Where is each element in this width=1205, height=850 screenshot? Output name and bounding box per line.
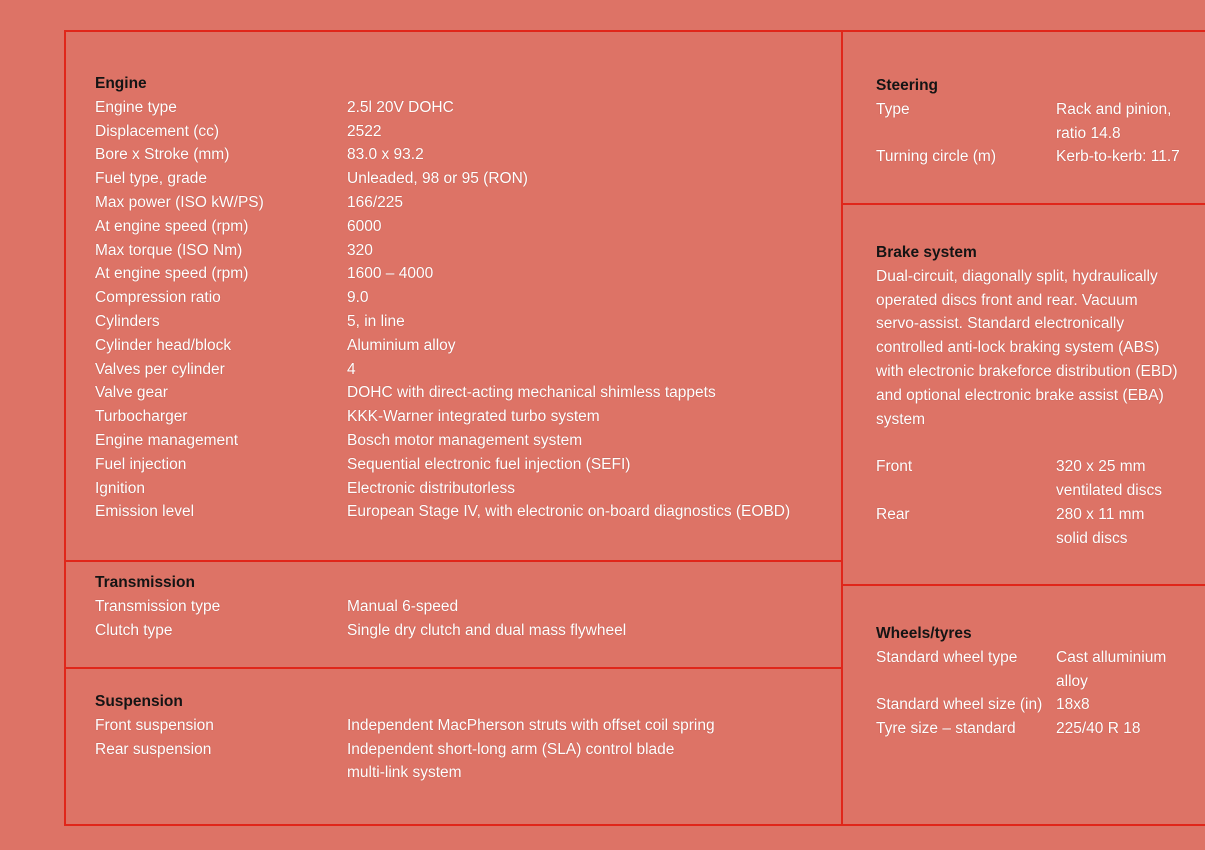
spec-value: 1600 – 4000 [347,265,434,283]
spec-label: Type [876,100,910,118]
suspension-section [95,690,715,785]
spec-value: 9.0 [347,289,369,307]
spec-label: Rear suspension [95,740,212,758]
column-divider [841,30,843,826]
brake-divider [841,584,1205,586]
wheels-heading: Wheels/tyres [876,625,972,642]
spec-label: At engine speed (rpm) [95,265,249,283]
spec-label: Rear [876,505,910,523]
brake-section [876,241,1178,551]
spec-value: Independent short-long arm (SLA) control blade [347,740,675,758]
steering-heading: Steering [876,77,939,94]
spec-row-front-suspension [95,714,715,738]
spec-value: 18x8 [1056,696,1090,714]
spec-value: multi-link system [347,764,462,782]
spec-row [95,381,790,405]
spec-value: Electronic distributorless [347,479,515,497]
spec-value: 83.0 x 93.2 [347,146,424,164]
brake-description-line: system [876,410,926,428]
engine-rows [95,96,790,524]
spec-value: European Stage IV, with electronic on-board diagnostics (EOBD) [347,503,791,521]
spec-row [95,500,790,524]
spec-label: Valve gear [95,384,168,402]
spec-label: Bore x Stroke (mm) [95,146,230,164]
spec-value: 4 [347,360,356,378]
spec-row-brake-front-cont [876,479,1178,503]
transmission-divider [64,667,843,669]
spec-label: Standard wheel type [876,648,1018,666]
engine-divider [64,560,843,562]
spec-row-rear-suspension-cont [95,761,715,785]
spec-row [95,239,790,263]
spec-row [95,358,790,382]
spec-value: KKK-Warner integrated turbo system [347,408,600,426]
spec-value: solid discs [1056,529,1128,547]
spec-value: ventilated discs [1056,482,1162,500]
spec-label: At engine speed (rpm) [95,217,249,235]
spec-row [95,143,790,167]
spec-row-steering-type-cont [876,122,1180,146]
spec-row [95,477,790,501]
spec-value: 320 [347,241,373,259]
spec-row [95,453,790,477]
spec-label: Cylinders [95,312,160,330]
spec-row [95,120,790,144]
transmission-heading: Transmission [95,574,195,591]
spec-value: Manual 6-speed [347,597,459,615]
spec-label: Fuel type, grade [95,170,208,188]
wheels-section [876,622,1166,741]
spec-value: Bosch motor management system [347,431,583,449]
spec-row [95,167,790,191]
spec-row [95,405,790,429]
spec-label: Clutch type [95,621,173,639]
transmission-rows [95,595,626,643]
steering-section [876,74,1180,169]
spec-value: 320 x 25 mm [1056,458,1146,476]
spec-value: Single dry clutch and dual mass flywheel [347,621,627,639]
spec-value: Cast alluminium [1056,648,1167,666]
spec-row-wheel-type [876,646,1166,670]
transmission-section [95,571,626,642]
spec-value: Unleaded, 98 or 95 (RON) [347,170,528,188]
brake-description-line: Dual-circuit, diagonally split, hydraulically [876,267,1158,285]
spec-label: Engine type [95,98,177,116]
suspension-heading: Suspension [95,693,183,710]
spec-label: Emission level [95,503,195,521]
spec-label: Front [876,458,913,476]
spec-value: 2522 [347,122,382,140]
brake-heading: Brake system [876,244,977,261]
spec-label: Valves per cylinder [95,360,225,378]
engine-heading: Engine [95,75,147,92]
spec-row [95,334,790,358]
spec-label: Max power (ISO kW/PS) [95,193,264,211]
spec-label: Turbocharger [95,408,188,426]
spec-label: Fuel injection [95,455,187,473]
spec-row-brake-rear-cont [876,527,1178,551]
spec-row [95,215,790,239]
brake-description-line: servo-assist. Standard electronically [876,315,1125,333]
spec-label: Compression ratio [95,289,221,307]
spec-label: Standard wheel size (in) [876,696,1043,714]
spec-row-wheel-size [876,693,1166,717]
spec-row-rear-suspension [95,738,715,762]
spec-value: 166/225 [347,193,404,211]
spec-label: Max torque (ISO Nm) [95,241,243,259]
spec-value: 5, in line [347,312,405,330]
spec-value: Rack and pinion, [1056,100,1172,118]
spec-value: 2.5l 20V DOHC [347,98,454,116]
engine-section [95,72,790,524]
brake-description-line: controlled anti-lock braking system (ABS) [876,339,1160,357]
spec-row [95,619,626,643]
spec-row [95,191,790,215]
spec-row-brake-front [876,455,1178,479]
spec-value: ratio 14.8 [1056,124,1121,142]
spec-row [95,429,790,453]
spec-label: Ignition [95,479,145,497]
spec-row [95,96,790,120]
spec-row-wheel-type-cont [876,670,1166,694]
brake-description-line: operated discs front and rear. Vacuum [876,291,1138,309]
spec-row-tyre-size [876,717,1166,741]
spec-row [95,262,790,286]
steering-divider [841,203,1205,205]
spec-row [95,286,790,310]
spec-row-turning-circle [876,145,1180,169]
spec-label: Displacement (cc) [95,122,220,140]
spec-label: Tyre size – standard [876,720,1016,738]
spec-value: Independent MacPherson struts with offset coil spring [347,716,715,734]
spec-row-steering-type [876,98,1180,122]
spec-label: Engine management [95,431,239,449]
spec-value: Kerb-to-kerb: 11.7 [1056,148,1180,166]
spec-value: 225/40 R 18 [1056,720,1141,738]
spec-row-brake-rear [876,503,1178,527]
spec-row [95,595,626,619]
spec-label: Cylinder head/block [95,336,232,354]
spec-value: Aluminium alloy [347,336,456,354]
brake-description-line: and optional electronic brake assist (EBA) [876,386,1164,404]
spec-row [95,310,790,334]
spec-value: DOHC with direct-acting mechanical shimless tappets [347,384,716,402]
spec-label: Transmission type [95,597,221,615]
brake-description-line: with electronic brakeforce distribution (EBD) [876,362,1178,380]
spec-label: Turning circle (m) [876,148,996,166]
spec-value: alloy [1056,672,1088,690]
spec-label: Front suspension [95,716,214,734]
spec-value: 6000 [347,217,382,235]
spec-value: Sequential electronic fuel injection (SEFI) [347,455,631,473]
spec-value: 280 x 11 mm [1056,505,1145,523]
